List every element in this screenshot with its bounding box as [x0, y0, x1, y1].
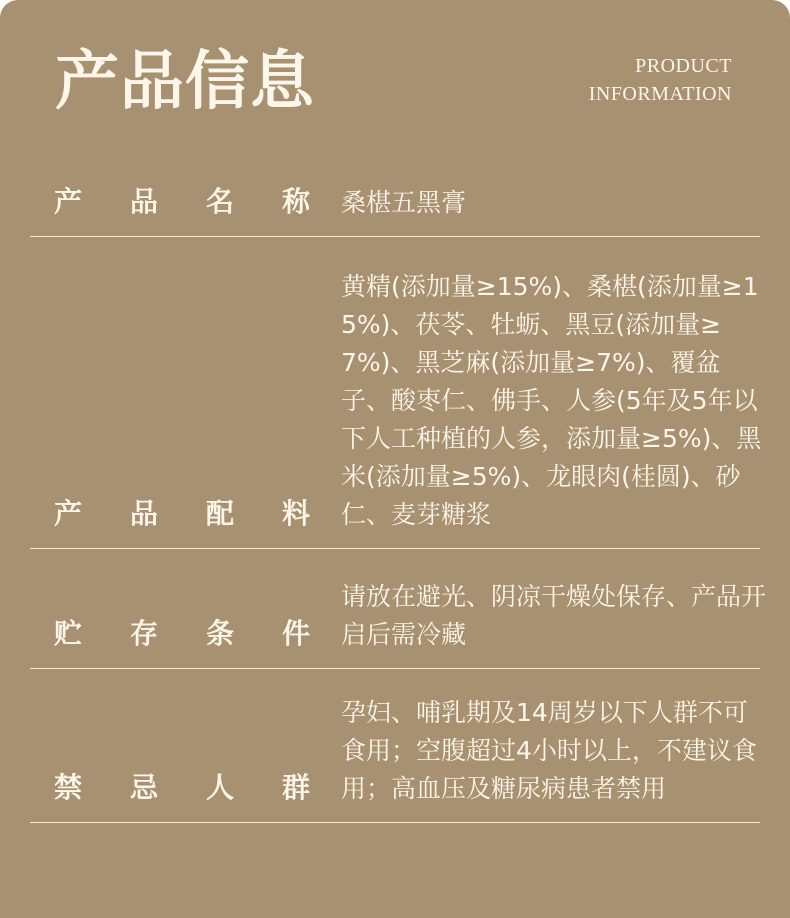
page-title: 产品信息	[55, 45, 315, 119]
label-char: 忌	[129, 771, 158, 804]
label-char: 产	[54, 497, 83, 530]
label-char: 件	[281, 617, 310, 650]
subtitle-line-2: INFORMATION	[588, 83, 732, 105]
subtitle-line-1: PRODUCT	[635, 55, 732, 77]
row-label	[54, 768, 310, 808]
row-label	[54, 182, 310, 222]
info-row-storage	[30, 548, 767, 669]
label-char: 名	[205, 185, 234, 218]
row-value: 黄精(添加量≥15%)、桑椹(添加量≥15%)、茯苓、牡蛎、黑豆(添加量≥7%)、黑芝麻(添加量≥7%)、覆盆子、酸枣仁、佛手、人参(5年及5年以下人工种植的人参，添加量≥5%)、黑米(添加量≥5%)、龙眼肉(桂圆)、砂仁、麦芽糖浆	[341, 272, 762, 529]
info-row-product-name	[30, 180, 760, 237]
label-char: 配	[205, 497, 234, 530]
label-char: 贮	[54, 617, 83, 650]
page-subtitle	[589, 52, 732, 108]
label-char: 禁	[54, 771, 83, 804]
info-row-contraindications	[30, 668, 760, 823]
label-char: 品	[129, 185, 158, 218]
row-label	[54, 494, 310, 534]
info-row-ingredients	[30, 236, 760, 549]
row-value: 孕妇、哺乳期及14周岁以下人群不可食用；空腹超过4小时以上，不建议食用；高血压及糖尿病患者禁用	[341, 698, 757, 803]
label-char: 品	[129, 497, 158, 530]
label-char: 群	[281, 771, 310, 804]
row-label	[54, 614, 310, 654]
label-char: 产	[54, 185, 83, 218]
label-char: 称	[281, 185, 310, 218]
label-char: 条	[205, 617, 234, 650]
label-char: 人	[205, 771, 234, 804]
row-value: 请放在避光、阴凉干燥处保存、产品开启后需冷藏	[341, 582, 767, 649]
row-value: 桑椹五黑膏	[341, 188, 467, 217]
label-char: 料	[281, 497, 310, 530]
label-char: 存	[129, 617, 158, 650]
